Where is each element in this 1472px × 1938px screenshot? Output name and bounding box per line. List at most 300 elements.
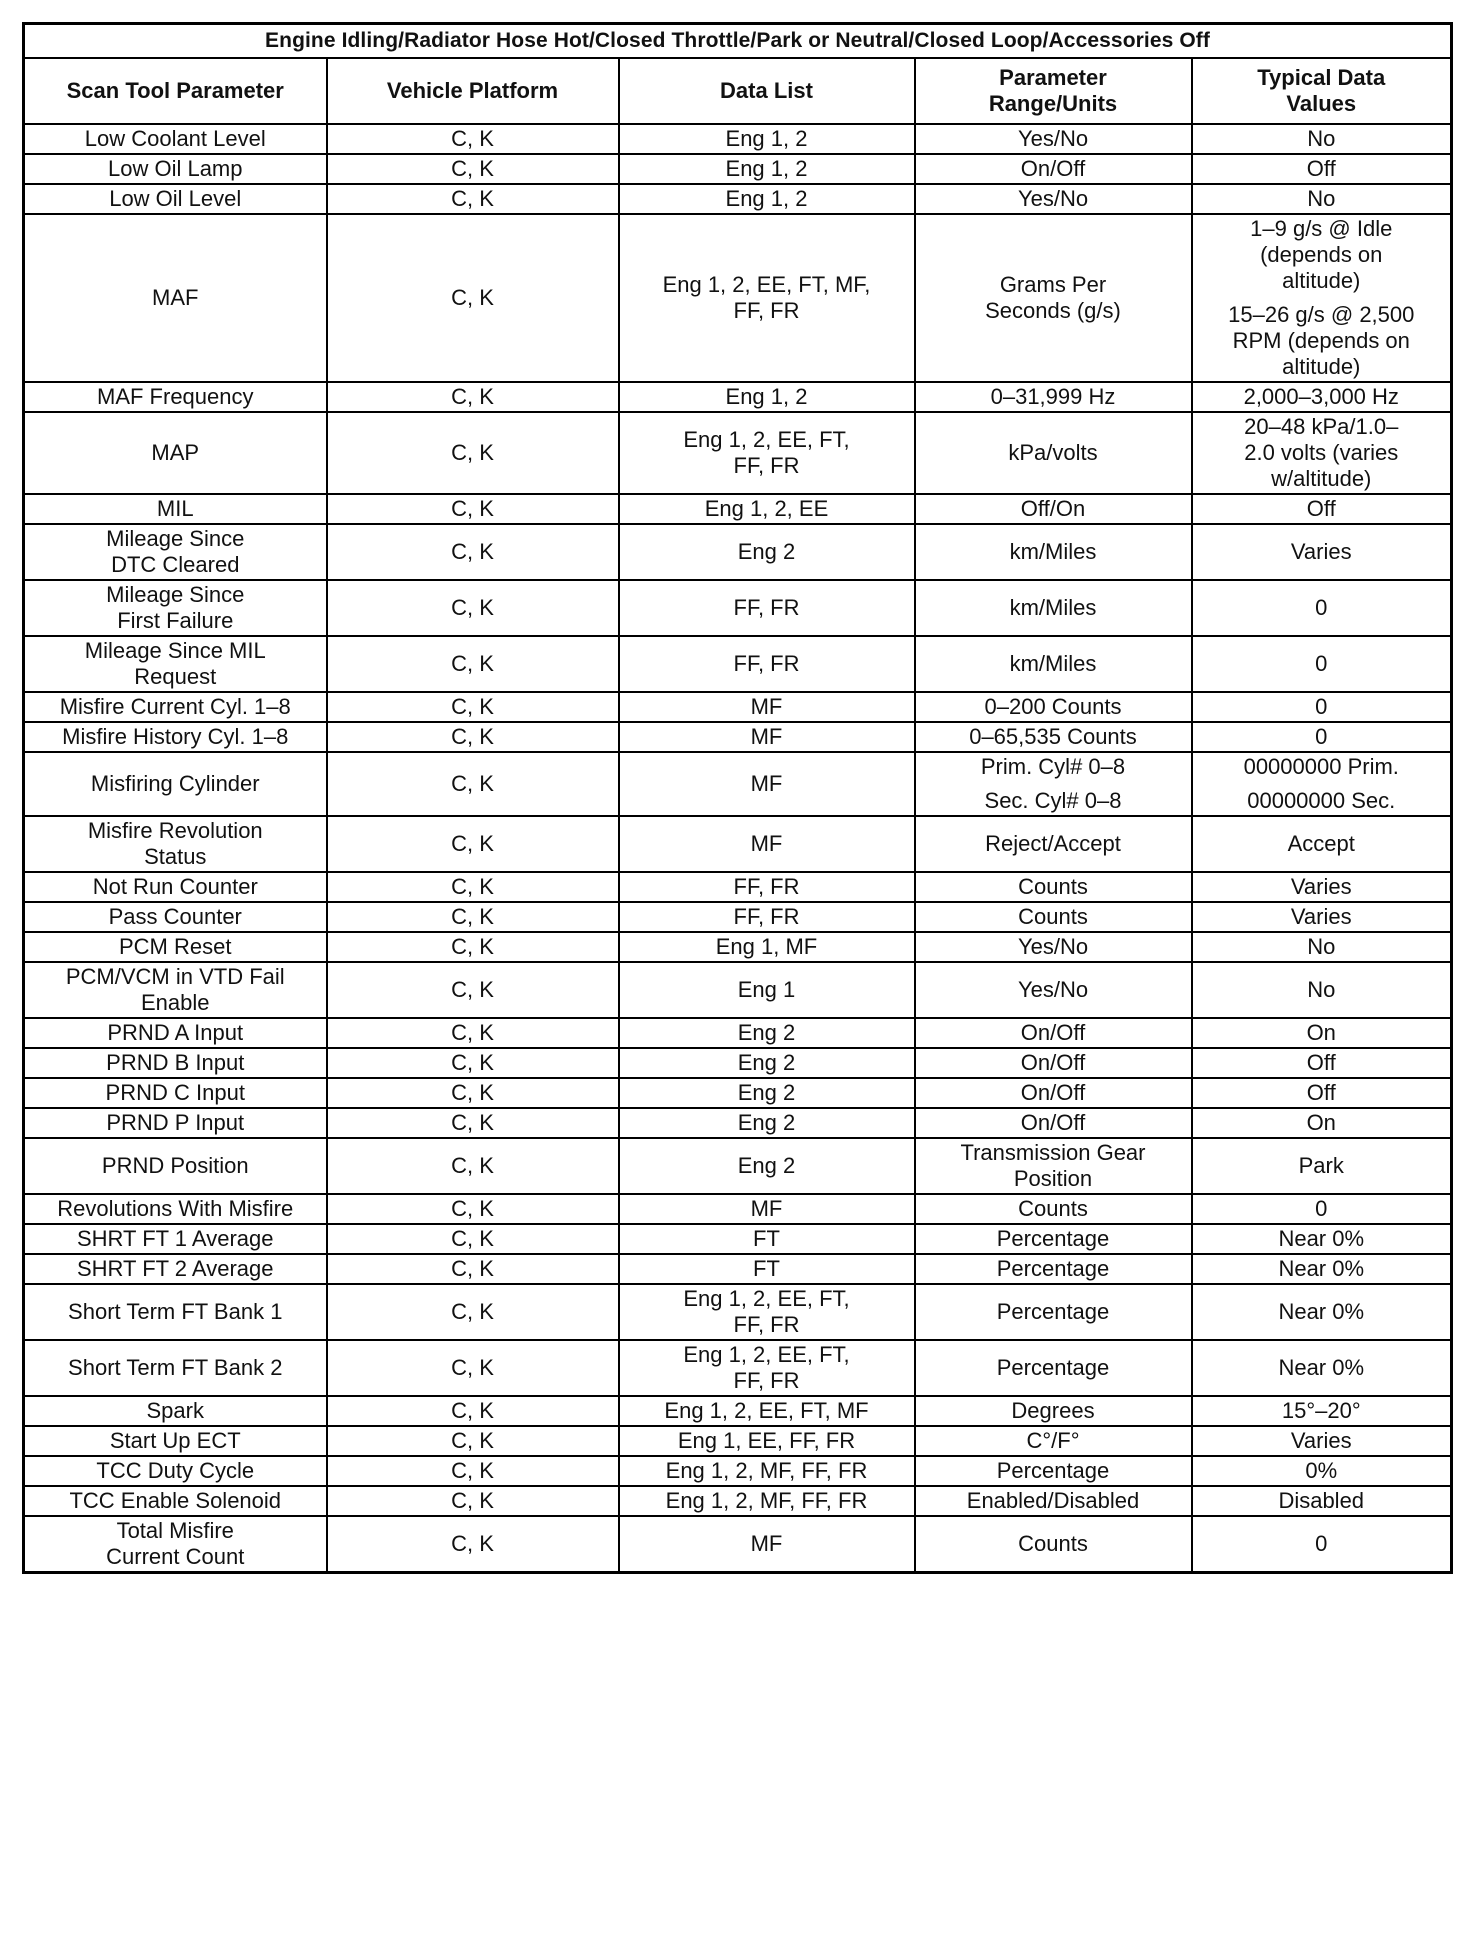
cell-text-line: Percentage [996,1355,1110,1380]
table-row [24,962,1452,1018]
cell-text-line: Transmission Gear [960,1140,1146,1165]
cell-data-list [619,1138,915,1194]
cell-text-line: Eng 2 [737,1050,796,1075]
cell-text-line: Request [134,664,217,689]
cell-text-line: Scan Tool Parameter [66,78,284,103]
cell-typical-value [1192,1224,1452,1254]
cell-text-line: C, K [451,186,494,211]
cell-text-line: On/Off [1020,1110,1086,1135]
table-row [24,382,1452,412]
cell-scan-tool-parameter [24,692,327,722]
cell-scan-tool-parameter [24,124,327,154]
cell-parameter-range [915,382,1192,412]
table-row [24,636,1452,692]
cell-text-line: 0–65,535 Counts [969,724,1137,749]
cell-text-line: Misfiring Cylinder [90,771,260,796]
table-row [24,214,1452,382]
cell-text-line: Range/Units [988,91,1118,116]
cell-typical-value [1192,1194,1452,1224]
cell-text-line: Eng 1 [737,977,796,1002]
cell-typical-value [1192,1284,1452,1340]
cell-data-list [619,1284,915,1340]
cell-parameter-range [915,184,1192,214]
cell-parameter-range [915,1138,1192,1194]
cell-text-line: Vehicle Platform [386,78,559,103]
cell-text-line: Start Up ECT [109,1428,241,1453]
table-row [24,1108,1452,1138]
cell-text-line: MF [750,771,783,796]
cell-data-list [619,1340,915,1396]
cell-vehicle-platform [327,1486,619,1516]
cell-text-line: C, K [451,771,494,796]
cell-parameter-range [915,154,1192,184]
cell-data-list [619,1456,915,1486]
cell-scan-tool-parameter [24,184,327,214]
cell-data-list [619,214,915,382]
cell-text-line: C, K [451,904,494,929]
cell-vehicle-platform [327,1516,619,1573]
cell-data-list [619,816,915,872]
cell-typical-value [1192,184,1452,214]
cell-text-line: 1–9 g/s @ Idle [1250,216,1393,241]
cell-vehicle-platform [327,214,619,382]
cell-parameter-range [915,1224,1192,1254]
table-row [24,1456,1452,1486]
cell-text-line: Park [1298,1153,1344,1178]
cell-parameter-range [915,412,1192,494]
cell-text-line: Eng 1, 2, EE [704,496,829,521]
cell-text-line: C, K [451,1050,494,1075]
table-row [24,816,1452,872]
cell-text-line: MAP [151,440,200,465]
cell-data-list [619,636,915,692]
cell-text-line: km/Miles [1009,539,1097,564]
cell-text-line: Varies [1290,539,1352,564]
cell-data-list [619,1486,915,1516]
cell-data-list [619,692,915,722]
cell-text-line: 0 [1315,724,1328,749]
cell-text-line: FF, FR [733,1312,800,1337]
cell-vehicle-platform [327,962,619,1018]
cell-text-line: On/Off [1020,1050,1086,1075]
cell-data-list [619,1396,915,1426]
cell-scan-tool-parameter [24,1486,327,1516]
cell-scan-tool-parameter [24,1138,327,1194]
cell-text-line: 0 [1315,1531,1328,1556]
cell-scan-tool-parameter [24,636,327,692]
cell-parameter-range [915,872,1192,902]
cell-text-line: Mileage Since [106,526,245,551]
cell-scan-tool-parameter [24,524,327,580]
cell-data-list [619,412,915,494]
cell-vehicle-platform [327,1396,619,1426]
cell-text-line: km/Miles [1009,595,1097,620]
cell-scan-tool-parameter [24,1396,327,1426]
cell-scan-tool-parameter [24,214,327,382]
cell-text-line: w/altitude) [1271,466,1372,491]
cell-text-line: C, K [451,1355,494,1380]
cell-text-line: 00000000 Prim. [1243,754,1399,779]
cell-scan-tool-parameter [24,1254,327,1284]
cell-typical-value [1192,1340,1452,1396]
cell-text-line: C, K [451,1226,494,1251]
cell-typical-value [1192,816,1452,872]
cell-text-line: Misfire History Cyl. 1–8 [62,724,289,749]
cell-text-line: FF, FR [733,651,800,676]
cell-data-list [619,1078,915,1108]
table-row [24,1254,1452,1284]
cell-text-line: Near 0% [1278,1355,1365,1380]
cell-text-line: altitude) [1282,354,1361,379]
cell-data-list [619,184,915,214]
cell-parameter-range [915,1486,1192,1516]
cell-text-line: Eng 1, 2, EE, FT, [683,1342,850,1367]
cell-data-list [619,962,915,1018]
cell-scan-tool-parameter [24,902,327,932]
cell-data-list [619,1224,915,1254]
cell-text-line: PRND Position [101,1153,249,1178]
table-row [24,872,1452,902]
cell-parameter-range [915,1516,1192,1573]
cell-parameter-range [915,1284,1192,1340]
cell-typical-value [1192,1426,1452,1456]
cell-parameter-range [915,932,1192,962]
cell-text-line: Eng 1, 2, EE, FT, [683,427,850,452]
cell-text-line: Position [1013,1166,1093,1191]
cell-data-list [619,722,915,752]
cell-text-line: C, K [451,440,494,465]
cell-text-line: C, K [451,595,494,620]
cell-typical-value [1192,1486,1452,1516]
cell-text-line: FF, FR [733,595,800,620]
cell-data-list [619,752,915,816]
cell-vehicle-platform [327,1018,619,1048]
table-row [24,1516,1452,1573]
cell-text-line: Typical Data [1257,65,1386,90]
cell-text-line: C, K [451,126,494,151]
table-row [24,932,1452,962]
cell-typical-value [1192,1018,1452,1048]
cell-text-line: C, K [451,651,494,676]
cell-scan-tool-parameter [24,412,327,494]
cell-scan-tool-parameter [24,382,327,412]
cell-parameter-range [915,902,1192,932]
table-title-row [24,24,1452,59]
cell-text-line: C, K [451,539,494,564]
cell-text-line: Off [1306,156,1336,181]
cell-text-line: FF, FR [733,1368,800,1393]
cell-text-line: TCC Duty Cycle [96,1458,255,1483]
table-row [24,1426,1452,1456]
cell-vehicle-platform [327,1138,619,1194]
cell-text-line: Low Oil Lamp [107,156,243,181]
header-scan-tool-parameter [24,58,327,124]
line-gap [1199,780,1445,788]
table-body [24,124,1452,1573]
cell-vehicle-platform [327,1340,619,1396]
cell-text-line: Mileage Since [106,582,245,607]
table-row [24,154,1452,184]
cell-text-line: C, K [451,694,494,719]
cell-text-line: C, K [451,1531,494,1556]
cell-typical-value [1192,154,1452,184]
cell-text-line: Short Term FT Bank 2 [68,1355,283,1380]
cell-scan-tool-parameter [24,154,327,184]
cell-typical-value [1192,214,1452,382]
cell-text-line: No [1307,186,1336,211]
cell-vehicle-platform [327,692,619,722]
cell-vehicle-platform [327,1048,619,1078]
cell-vehicle-platform [327,412,619,494]
cell-text-line: 20–48 kPa/1.0– [1244,414,1399,439]
cell-text-line: (depends on [1260,242,1383,267]
cell-text-line: PRND C Input [105,1080,245,1105]
cell-vehicle-platform [327,1224,619,1254]
cell-vehicle-platform [327,902,619,932]
cell-typical-value [1192,1254,1452,1284]
cell-text-line: Eng 1, 2, EE, FT, MF [664,1398,869,1423]
cell-vehicle-platform [327,1108,619,1138]
cell-text-line: Current Count [106,1544,245,1569]
cell-scan-tool-parameter [24,1108,327,1138]
cell-text-line: Yes/No [1017,934,1089,959]
cell-text-line: Misfire Revolution [87,818,263,843]
cell-parameter-range [915,124,1192,154]
cell-parameter-range [915,524,1192,580]
line-gap [1199,294,1445,302]
cell-text-line: Data List [720,78,813,103]
cell-text-line: Grams Per [999,272,1107,297]
cell-data-list [619,1426,915,1456]
header-vehicle-platform [327,58,619,124]
cell-vehicle-platform [327,816,619,872]
cell-text-line: C, K [451,1196,494,1221]
cell-text-line: Eng 2 [737,1153,796,1178]
cell-text-line: 15–26 g/s @ 2,500 [1228,302,1415,327]
cell-text-line: Counts [1018,1196,1088,1221]
cell-text-line: C, K [451,977,494,1002]
cell-text-line: Off [1306,496,1336,521]
cell-typical-value [1192,1396,1452,1426]
cell-text-line: FF, FR [733,298,800,323]
cell-text-line: C, K [451,1488,494,1513]
cell-vehicle-platform [327,752,619,816]
cell-scan-tool-parameter [24,580,327,636]
cell-typical-value [1192,382,1452,412]
cell-text-line: Total Misfire [116,1518,234,1543]
cell-text-line: Off/On [1020,496,1086,521]
cell-text-line: C, K [451,285,494,310]
table-header-row [24,58,1452,124]
cell-text-line: Percentage [996,1256,1110,1281]
cell-typical-value [1192,412,1452,494]
cell-data-list [619,1108,915,1138]
cell-text-line: Off [1306,1080,1336,1105]
cell-typical-value [1192,1138,1452,1194]
cell-text-line: Reject/Accept [985,831,1121,856]
cell-text-line: C, K [451,874,494,899]
cell-text-line: PRND B Input [106,1050,245,1075]
cell-text-line: Near 0% [1278,1299,1365,1324]
cell-vehicle-platform [327,1456,619,1486]
cell-text-line: Percentage [996,1299,1110,1324]
cell-parameter-range [915,1048,1192,1078]
cell-text-line: Pass Counter [108,904,242,929]
cell-text-line: Parameter [999,65,1107,90]
table-row [24,1224,1452,1254]
cell-text-line: Eng 1, 2 [725,156,808,181]
cell-text-line: Seconds (g/s) [985,298,1121,323]
cell-text-line: C, K [451,1020,494,1045]
cell-scan-tool-parameter [24,1426,327,1456]
cell-text-line: Enabled/Disabled [966,1488,1140,1513]
cell-vehicle-platform [327,494,619,524]
cell-text-line: 0 [1315,651,1328,676]
cell-parameter-range [915,1254,1192,1284]
cell-text-line: MAF Frequency [97,384,254,409]
cell-scan-tool-parameter [24,1078,327,1108]
cell-vehicle-platform [327,580,619,636]
table-row [24,1078,1452,1108]
table-row [24,1486,1452,1516]
cell-vehicle-platform [327,636,619,692]
cell-text-line: Eng 1, EE, FF, FR [677,1428,856,1453]
cell-parameter-range [915,692,1192,722]
cell-data-list [619,1048,915,1078]
cell-data-list [619,1516,915,1573]
cell-data-list [619,1194,915,1224]
cell-text-line: RPM (depends on [1232,328,1410,353]
cell-text-line: Eng 2 [737,1080,796,1105]
table-row [24,752,1452,816]
cell-parameter-range [915,722,1192,752]
cell-parameter-range [915,1340,1192,1396]
cell-text-line: C, K [451,1458,494,1483]
table-row [24,494,1452,524]
cell-typical-value [1192,902,1452,932]
cell-text-line: Mileage Since MIL [84,638,266,663]
cell-text-line: Enable [140,990,210,1015]
cell-text-line: 0 [1315,694,1328,719]
cell-data-list [619,580,915,636]
cell-text-line: PRND A Input [107,1020,244,1045]
cell-parameter-range [915,962,1192,1018]
cell-typical-value [1192,1456,1452,1486]
cell-text-line: 2.0 volts (varies [1244,440,1399,465]
cell-data-list [619,1018,915,1048]
cell-typical-value [1192,1078,1452,1108]
cell-parameter-range [915,1396,1192,1426]
cell-scan-tool-parameter [24,872,327,902]
cell-text-line: Eng 1, 2, EE, FT, [683,1286,850,1311]
cell-parameter-range [915,636,1192,692]
cell-text-line: Eng 1, MF [715,934,818,959]
header-typical-data-values [1192,58,1452,124]
table-title: Engine Idling/Radiator Hose Hot/Closed Throttle/Park or Neutral/Closed Loop/Accessories Off [24,24,1452,59]
cell-typical-value [1192,872,1452,902]
cell-typical-value [1192,1048,1452,1078]
cell-text-line: Accept [1287,831,1355,856]
cell-text-line: Spark [146,1398,204,1423]
cell-text-line: Off [1306,1050,1336,1075]
cell-text-line: Eng 1, 2, EE, FT, MF, [662,272,871,297]
cell-parameter-range [915,752,1192,816]
cell-typical-value [1192,932,1452,962]
cell-parameter-range [915,494,1192,524]
cell-text-line: C, K [451,1153,494,1178]
cell-text-line: 15°–20° [1281,1398,1361,1423]
scan-tool-data-table [22,22,1453,1574]
cell-scan-tool-parameter [24,1224,327,1254]
cell-text-line: On [1306,1020,1336,1045]
cell-text-line: 2,000–3,000 Hz [1243,384,1399,409]
cell-scan-tool-parameter [24,962,327,1018]
cell-text-line: 0 [1315,595,1328,620]
cell-vehicle-platform [327,872,619,902]
cell-text-line: Yes/No [1017,186,1089,211]
cell-scan-tool-parameter [24,816,327,872]
cell-data-list [619,124,915,154]
cell-text-line: Eng 1, 2 [725,384,808,409]
cell-text-line: Yes/No [1017,977,1089,1002]
cell-text-line: Near 0% [1278,1226,1365,1251]
cell-text-line: Eng 2 [737,1110,796,1135]
cell-text-line: 00000000 Sec. [1247,788,1396,813]
cell-data-list [619,902,915,932]
cell-text-line: C, K [451,934,494,959]
cell-data-list [619,1254,915,1284]
cell-parameter-range [915,1108,1192,1138]
cell-text-line: MF [750,1531,783,1556]
cell-text-line: altitude) [1282,268,1361,293]
cell-parameter-range [915,1018,1192,1048]
table-row [24,902,1452,932]
cell-text-line: C, K [451,156,494,181]
cell-text-line: FF, FR [733,904,800,929]
cell-typical-value [1192,494,1452,524]
cell-text-line: PCM Reset [119,934,232,959]
cell-text-line: C, K [451,1428,494,1453]
cell-scan-tool-parameter [24,1516,327,1573]
cell-text-line: 0 [1315,1196,1328,1221]
cell-text-line: km/Miles [1009,651,1097,676]
line-gap [922,780,1185,788]
cell-typical-value [1192,1108,1452,1138]
table-row [24,1138,1452,1194]
table-row [24,1396,1452,1426]
cell-parameter-range [915,214,1192,382]
cell-text-line: Counts [1018,874,1088,899]
cell-typical-value [1192,692,1452,722]
table-row [24,1284,1452,1340]
table-row [24,524,1452,580]
cell-text-line: Misfire Current Cyl. 1–8 [59,694,291,719]
cell-text-line: MF [750,831,783,856]
table-row [24,1340,1452,1396]
cell-text-line: Values [1286,91,1357,116]
cell-scan-tool-parameter [24,932,327,962]
cell-vehicle-platform [327,1078,619,1108]
cell-parameter-range [915,1426,1192,1456]
cell-text-line: C, K [451,724,494,749]
cell-data-list [619,494,915,524]
cell-text-line: Not Run Counter [92,874,258,899]
cell-text-line: Disabled [1278,1488,1365,1513]
cell-text-line: Eng 1, 2, MF, FF, FR [665,1488,868,1513]
cell-vehicle-platform [327,1254,619,1284]
cell-vehicle-platform [327,722,619,752]
table-row [24,124,1452,154]
